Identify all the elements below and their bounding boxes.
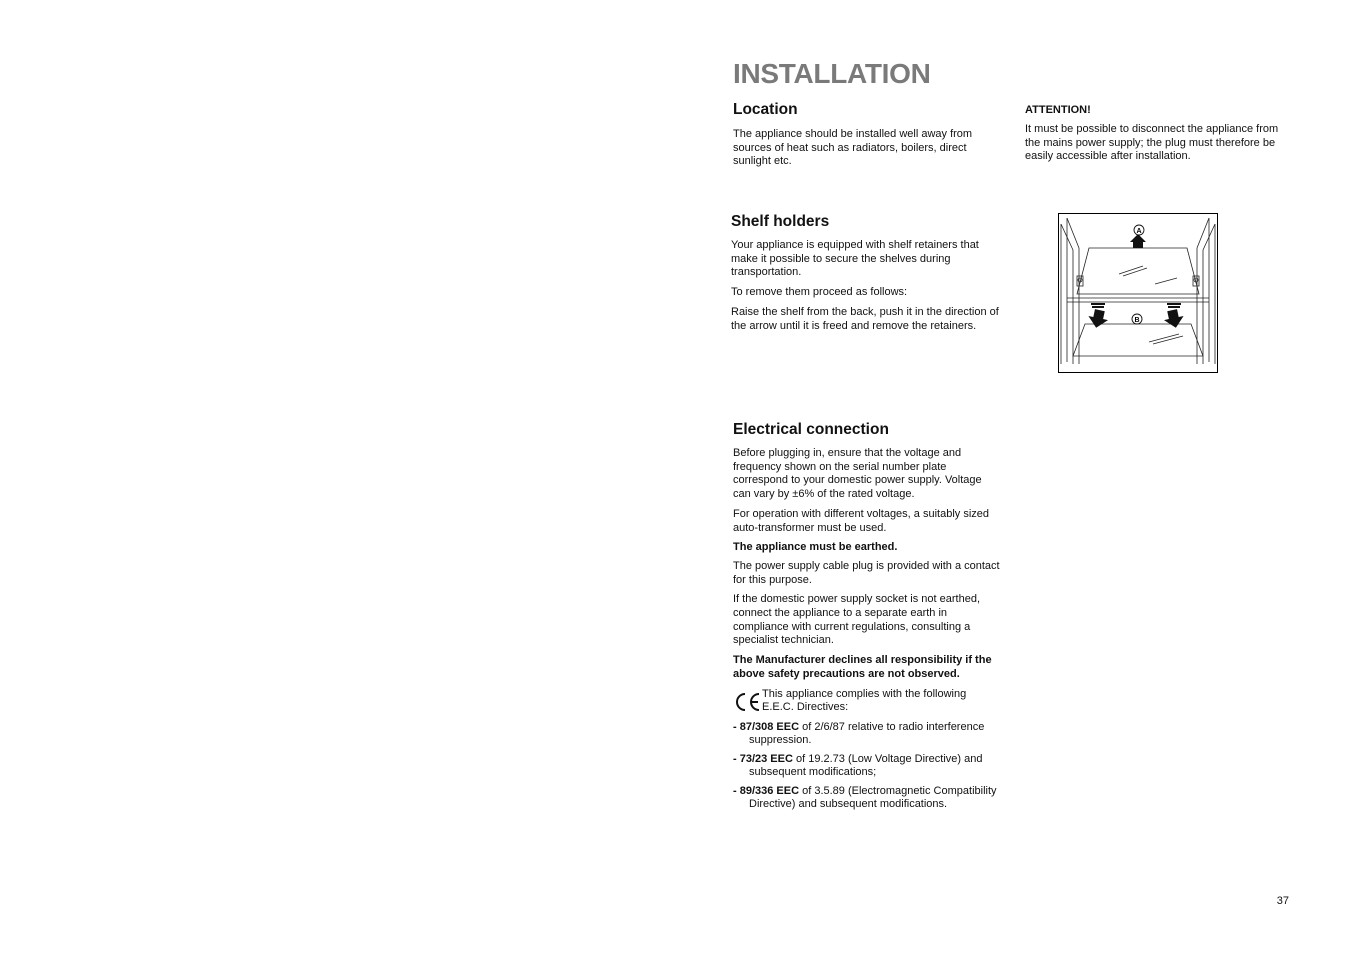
shelf-holders-body [731,239,999,333]
electrical-heading: Electrical connection [733,421,889,438]
electrical-paragraph: The power supply cable plug is provided with a contact for this purpose. [733,559,1000,586]
directive-text: of 19.2.73 (Low Voltage Directive) and subsequent modifications; [749,752,983,779]
location-text: The appliance should be installed well away from sources of heat such as radiators, boilers, direct sunlight etc. [733,128,973,168]
directive-text: of 2/6/87 relative to radio interference suppression. [749,720,985,747]
directive-item [733,785,1001,812]
shelf-holders-heading: Shelf holders [731,213,830,230]
electrical-body [733,447,1001,811]
directive-code: - 73/23 EEC [733,752,793,765]
page-number: 37 [1276,895,1289,907]
electrical-paragraph: If the domestic power supply socket is not earthed, connect the appliance to a separate earth in compliance with current regulations, consulting a specialist technician. [733,593,981,647]
diagram-label-a: A [1136,228,1142,235]
shelf-holders-paragraph: To remove them proceed as follows: [731,286,908,299]
manufacturer-disclaimer: The Manufacturer declines all responsibility if the above safety precautions are not observed. [733,654,992,680]
attention-text: It must be possible to disconnect the appliance from the mains power supply; the plug must therefore be easily accessible after installation. [1025,123,1279,163]
directive-text: of 3.5.89 (Electromagnetic Compatibility Directive) and subsequent modifications. [749,784,997,810]
directive-code: - 89/336 EEC [733,784,800,797]
directive-item [733,721,1001,748]
ce-compliance-text: This appliance complies with the following E.E.C. Directives: [762,687,967,714]
shelf-holders-paragraph: Your appliance is equipped with shelf retainers that make it possible to secure the shelves during transportation. [731,239,979,279]
earthed-notice: The appliance must be earthed. [733,541,898,554]
ce-mark-icon [734,691,762,713]
shelf-retainer-diagram [1058,213,1218,373]
diagram-label-b: B [1134,317,1140,324]
shelf-holders-paragraph: Raise the shelf from the back, push it in the direction of the arrow until it is freed and remove the retainers. [731,305,999,332]
location-heading: Location [733,101,798,118]
directive-code: - 87/308 EEC [733,720,800,733]
directive-item [733,753,1001,780]
page-title: INSTALLATION [733,58,931,89]
electrical-paragraph: For operation with different voltages, a suitably sized auto-transformer must be used. [733,507,989,534]
electrical-paragraph: Before plugging in, ensure that the voltage and frequency shown on the serial number plate correspond to your domestic power supply. Voltage can vary by ±6% of the rated voltage. [733,447,982,501]
attention-heading: ATTENTION! [1025,104,1091,116]
